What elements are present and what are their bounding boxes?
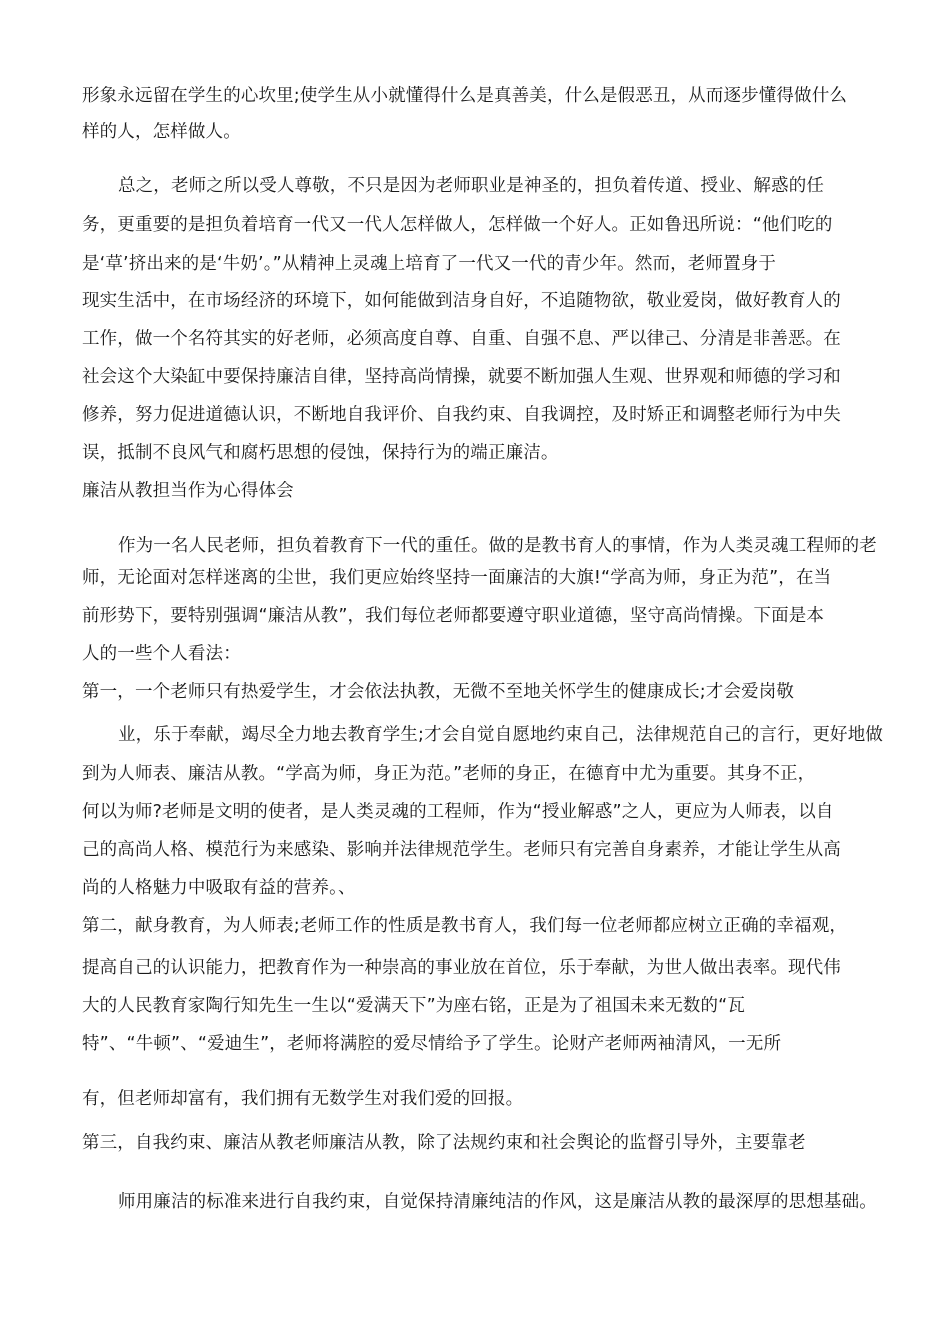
text-line: 师，无论面对怎样迷离的尘世，我们更应始终坚持一面廉洁的大旗!“学高为师，身正为范”，在当	[82, 568, 832, 588]
text-line: 廉洁从教担当作为心得体会	[82, 481, 294, 501]
text-line: 形象永远留在学生的心坎里;使学生从小就懂得什么是真善美，什么是假恶丑，从而逐步懂得做什么	[82, 86, 847, 106]
text-line: 样的人，怎样做人。	[82, 122, 241, 142]
text-line: 有，但老师却富有，我们拥有无数学生对我们爱的回报。	[82, 1089, 524, 1109]
text-line: 前形势下，要特别强调“廉洁从教”，我们每位老师都要遵守职业道德，坚守高尚情操。下面是本	[82, 606, 825, 626]
text-line: 第二，献身教育，为人师表;老师工作的性质是教书育人，我们每一位老师都应树立正确的幸福观，	[82, 916, 847, 936]
text-line: 业，乐于奉献，竭尽全力地去教育学生;才会自觉自愿地约束自己，法律规范自己的言行，更好地做	[118, 725, 883, 745]
text-line: 己的高尚人格、模范行为来感染、影响并法律规范学生。老师只有完善自身素养，才能让学生从高	[82, 840, 841, 860]
text-line: 何以为师?老师是文明的使者，是人类灵魂的工程师，作为“授业解惑”之人，更应为人师表，以自	[82, 802, 834, 822]
text-line: 是‘草’挤出来的是‘牛奶’。”从精神上灵魂上培育了一代又一代的青少年。然而，老师置身于	[82, 254, 777, 274]
text-line: 现实生活中，在市场经济的环境下，如何能做到洁身自好，不追随物欲，敬业爱岗，做好教育人的	[82, 291, 841, 311]
text-line: 大的人民教育家陶行知先生一生以“爱满天下”为座右铭，正是为了祖国未来无数的“瓦	[82, 996, 746, 1016]
text-line: 工作，做一个名符其实的好老师，必须高度自尊、自重、自强不息、严以律己、分清是非善恶。在	[82, 329, 841, 349]
text-line: 师用廉洁的标准来进行自我约束，自觉保持清廉纯洁的作风，这是廉洁从教的最深厚的思想基础。	[118, 1192, 877, 1212]
text-line: 第三，自我约束、廉洁从教老师廉洁从教，除了法规约束和社会舆论的监督引导外，主要靠老	[82, 1133, 806, 1153]
text-line: 提高自己的认识能力，把教育作为一种崇高的事业放在首位，乐于奉献，为世人做出表率。现代伟	[82, 958, 841, 978]
text-line: 总之，老师之所以受人尊敬，不只是因为老师职业是神圣的，担负着传道、授业、解惑的任	[118, 176, 824, 196]
text-line: 特”、“牛顿”、“爱迪生”，老师将满腔的爱尽情给予了学生。论财产老师两袖清风，一无所	[82, 1034, 782, 1054]
text-line: 到为人师表、廉洁从教。“学高为师，身正为范。”老师的身正，在德育中尤为重要。其身不正，	[82, 764, 816, 784]
text-line: 人的一些个人看法：	[82, 644, 241, 664]
section-heading: 作为一名人民老师，担负着教育下一代的重任。做的是教书育人的事情，作为人类灵魂工程师的老	[118, 536, 877, 556]
text-line: 务，更重要的是担负着培育一代又一代人怎样做人，怎样做一个好人。正如鲁迅所说：“他们吃的	[82, 215, 833, 235]
text-line: 修养，努力促进道德认识，不断地自我评价、自我约束、自我调控，及时矫正和调整老师行为中失	[82, 405, 841, 425]
text-line: 社会这个大染缸中要保持廉洁自律，坚持高尚情操，就要不断加强人生观、世界观和师德的学习和	[82, 367, 841, 387]
text-line: 尚的人格魅力中吸取有益的营养。、	[82, 878, 356, 898]
text-line: 第一，一个老师只有热爱学生，才会依法执教，无微不至地关怀学生的健康成长;才会爱岗敬	[82, 682, 795, 702]
text-line: 误，抵制不良风气和腐朽思想的侵蚀，保持行为的端正廉洁。	[82, 443, 559, 463]
